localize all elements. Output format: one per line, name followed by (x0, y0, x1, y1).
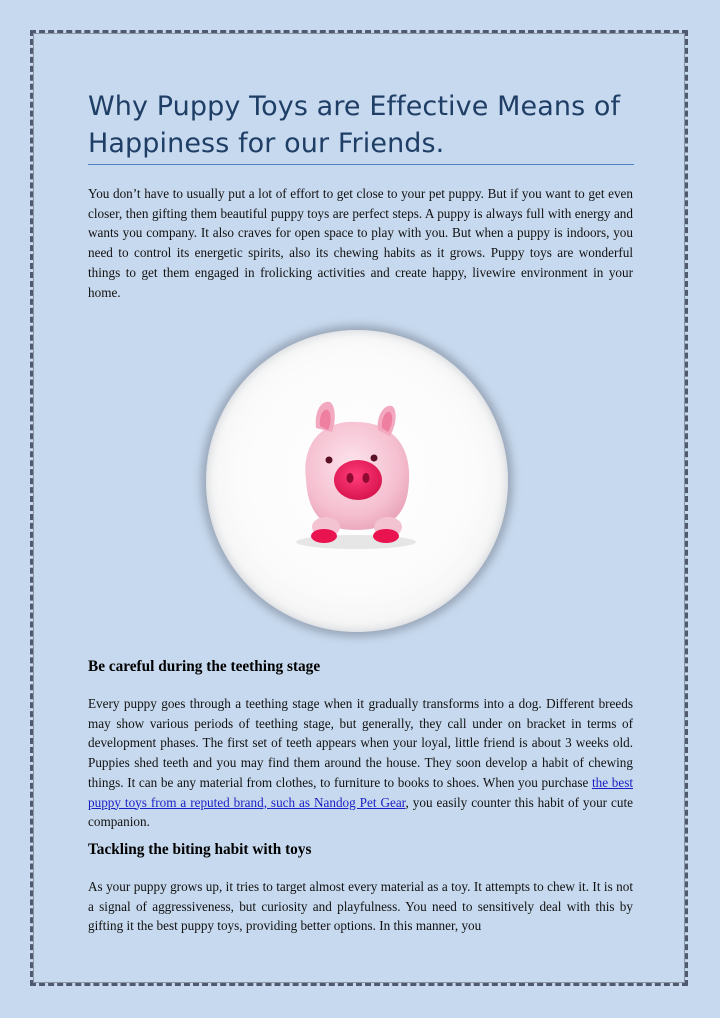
intro-paragraph: You don’t have to usually put a lot of effort to get close to your pet puppy. But if you want to get even closer, then gifting them beautiful puppy toys are perfect steps. A puppy is always full with energy and wants you company. It also craves for open space to play with you. But when a puppy is indoors, you need to control its energetic spirits, also its chewing habits as it grows. Puppy toys are wonderful things to get them engaged in frolicking activities and create happy, livewire environment in your home. (88, 186, 633, 300)
teething-text-end: , you easily counter this habit of your cute companion. (88, 794, 633, 830)
pig-toy-image (206, 330, 508, 632)
section-heading-teething: Be careful during the teething stage (88, 658, 321, 675)
pig-eye (326, 457, 333, 464)
teething-text: Every puppy goes through a teething stage when it gradually transforms into a dog. Different breeds may show various periods of teething stage, but generally, they call under on bracket in terms of development phases. The first set of teeth appears when your loyal, little friend is about 3 weeks old. Puppies shed teeth and you may find them around the house. They soon develop a habit of chewing things. It can be any material from clothes, to furniture to books to shoes. When you purchase (88, 696, 633, 790)
pig-hoof (311, 529, 337, 543)
pig-nostril (347, 473, 354, 483)
pig-plush-illustration (206, 330, 508, 632)
biting-paragraph: As your puppy grows up, it tries to target almost every material as a toy. It attempts to chew it. It is not a signal of aggressiveness, but curiosity and playfulness. You need to sensitively deal with this by gifting it the best puppy toys, providing better options. In this manner, you (88, 879, 633, 934)
title-underline (88, 164, 634, 165)
pig-hoof (373, 529, 399, 543)
teething-paragraph (88, 694, 633, 832)
page-title: Why Puppy Toys are Effective Means of Happiness for our Friends. (88, 91, 621, 159)
nandog-pet-gear-link[interactable]: the best puppy toys from a reputed brand, such as Nandog Pet Gear (88, 774, 633, 810)
pig-snout (334, 460, 382, 500)
pig-nostril (363, 473, 370, 483)
section-heading-biting: Tackling the biting habit with toys (88, 841, 312, 858)
pig-eye (371, 455, 378, 462)
